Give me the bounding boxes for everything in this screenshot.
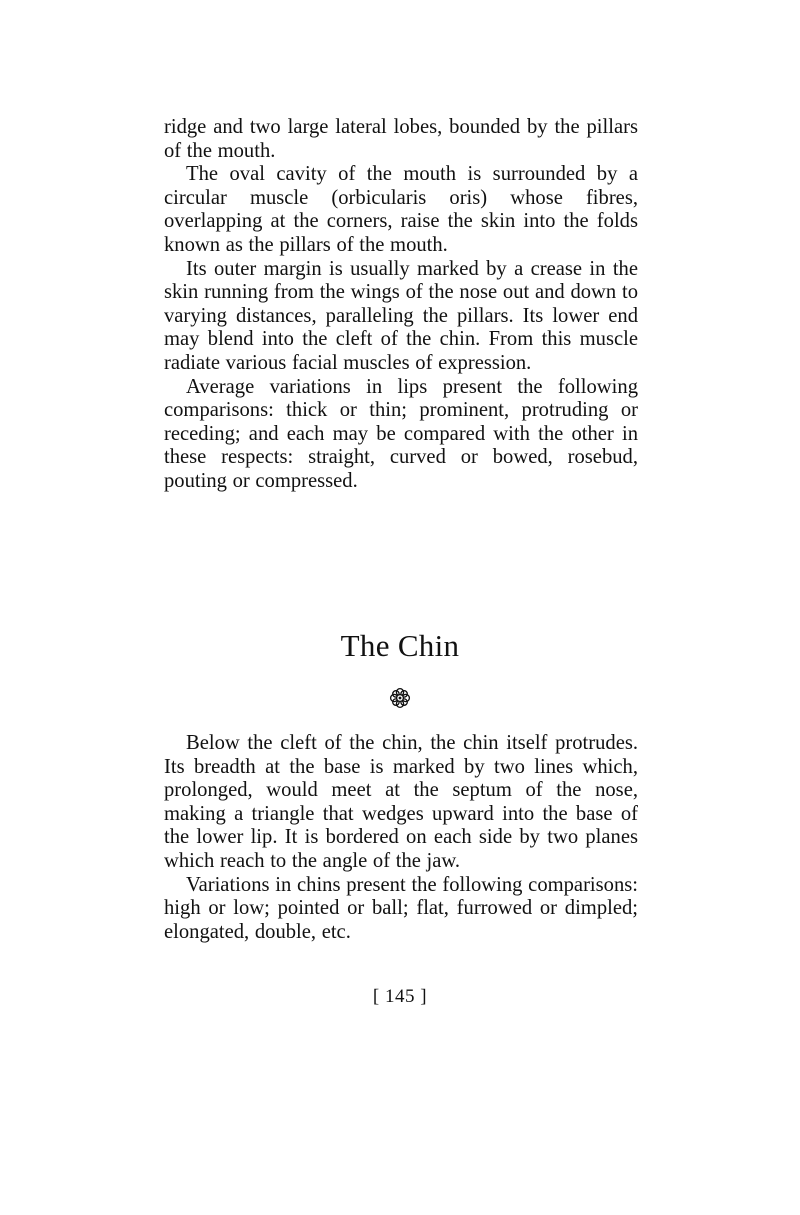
paragraph-chin-description: Below the cleft of the chin, the chin itself protrudes. Its breadth at the base is marked by two lines which, prolonged, would meet at the septum of the nose, making a triangle that wedges upward into the base of the lower lip. It is bordered on each side by two planes which reach to the angle of the jaw. — [164, 732, 638, 872]
paragraph-chin-variations: Variations in chins present the following comparisons: high or low; pointed or ball; flat, furrowed or dimpled; elongated, double, etc. — [164, 873, 638, 943]
paragraph-outer-margin: Its outer margin is usually marked by a crease in the skin running from the wings of the nose out and down to varying distances, paralleling the pillars. Its lower end may blend into the cleft of the chin. From this muscle radiate various facial muscles of expression. — [164, 257, 638, 374]
paragraph-oval-cavity: The oval cavity of the mouth is surrounded by a circular muscle (orbicularis oris) whose fibres, overlapping at the corners, raise the skin into the folds known as the pillars of the mouth. — [164, 163, 638, 256]
section-title: The Chin — [340, 628, 460, 663]
lips-text-block — [164, 116, 638, 494]
rosette-icon — [388, 686, 412, 710]
page-number: [ 145 ] — [372, 986, 428, 1007]
chin-text-block — [164, 732, 638, 944]
paragraph-continuation: ridge and two large lateral lobes, bounded by the pillars of the mouth. — [164, 116, 638, 162]
paragraph-lip-variations: Average variations in lips present the following comparisons: thick or thin; prominent, protruding or receding; and each may be compared with the other in these respects: straight, curved or bowed, rosebud, pouting or compressed. — [164, 375, 638, 492]
